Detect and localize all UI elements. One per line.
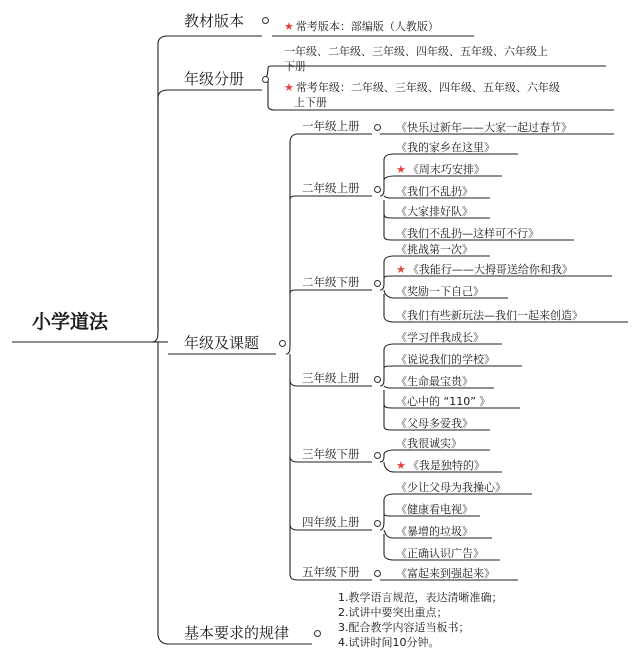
lesson-item: 《健康看电视》 [396,503,473,516]
lesson-item: ★ 《我是独特的》 [396,459,485,472]
collapse-toggle-group[interactable] [374,452,381,459]
lesson-item: ★ 《周末巧安排》 [396,163,485,176]
topic-textbook: 教材版本 [184,12,245,30]
grade-group-label: 五年级下册 [302,565,360,579]
grades-common-note: ★ 常考年级：二年级、三年级、四年级、五年级、六年级 上下册 [284,81,560,109]
lesson-item: 《正确认识广告》 [396,547,484,560]
collapse-toggle-group[interactable] [374,280,381,287]
lesson-item: ★ 《我能行——大拇哥送给你和我》 [396,263,573,276]
lesson-item: 《我们有些新玩法—我们一起来创造》 [396,309,583,322]
lesson-item: 《学习伴我成长》 [396,331,484,344]
lesson-item: 《快乐过新年——大家一起过春节》 [396,121,572,134]
root-topic: 小学道法 [32,311,109,333]
textbook-note: ★ 常考版本：部编版（人教版） [284,20,439,33]
grades-all-note: 一年级、二年级、三年级、四年级、五年级、六年级上 下册 [284,45,548,73]
topic-grades: 年级分册 [184,70,245,88]
rules-list: 1.教学语言规范，表达清晰准确； 2.试讲中要突出重点； 3.配合教学内容适当板书； 4.试讲时间10分钟。 [338,591,503,649]
lesson-item: 《心中的 “110” 》 [396,395,491,408]
star-icon: ★ [396,263,406,276]
collapse-toggle-group[interactable] [374,186,381,193]
grade-group-label: 三年级下册 [302,447,360,461]
lesson-item: 《奖励一下自己》 [396,285,484,298]
lesson-item: 《富起来到强起来》 [396,567,495,580]
lesson-item: 《暴增的垃圾》 [396,525,473,538]
collapse-toggle-group[interactable] [374,376,381,383]
star-icon: ★ [396,459,406,472]
collapse-toggle-group[interactable] [374,570,381,577]
grade-group-label: 二年级下册 [302,275,360,289]
topic-rules: 基本要求的规律 [184,624,290,642]
lesson-item: 《大家排好队》 [396,205,473,218]
collapse-toggle-lessons[interactable] [279,340,286,347]
topic-lessons: 年级及课题 [184,334,260,352]
lesson-item: 《父母多爱我》 [396,417,473,430]
collapse-toggle-rules[interactable] [314,630,321,637]
lesson-item: 《生命最宝贵》 [396,375,473,388]
collapse-toggle-grades[interactable] [262,76,269,83]
collapse-toggle-textbook[interactable] [262,17,269,24]
lesson-item: 《少让父母为我操心》 [396,481,506,494]
grade-group-label: 四年级上册 [302,515,360,529]
lesson-item: 《我很诚实》 [396,437,462,450]
lesson-item: 《我们不乱扔—这样可不行》 [396,227,539,240]
lesson-item: 《说说我们的学校》 [396,353,495,366]
collapse-toggle-group[interactable] [374,520,381,527]
grade-group-label: 三年级上册 [302,371,360,385]
star-icon: ★ [284,81,294,94]
lesson-item: 《挑战第一次》 [396,243,473,256]
grade-group-label: 二年级上册 [302,181,360,195]
collapse-toggle-group[interactable] [374,124,381,131]
grade-group-label: 一年级上册 [302,119,360,133]
lesson-item: 《我们不乱扔》 [396,185,473,198]
lesson-item: 《我的家乡在这里》 [396,141,495,154]
star-icon: ★ [396,163,406,176]
star-icon: ★ [284,20,294,33]
